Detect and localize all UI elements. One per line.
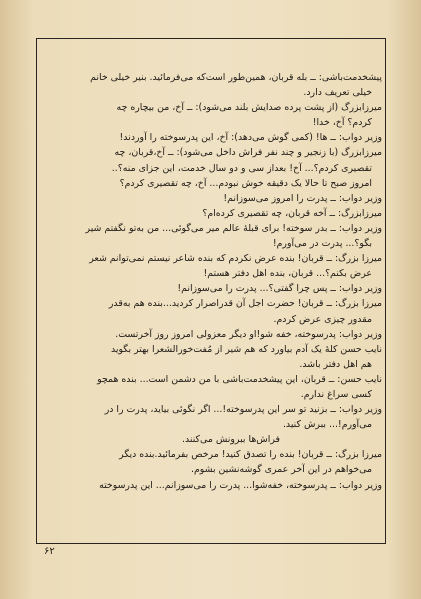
text-line: وزیر دواب: ــ پدرت را امروز می‌سوزانم! — [223, 192, 382, 204]
text-line: کردم؟ آخ، خدا! — [312, 117, 372, 129]
dialogue-text-block — [40, 70, 382, 493]
text-line: وزیر دواب: پدرسوخته، خفه شو!او دیگر معزولی امروز روز آخرتست. — [115, 328, 382, 340]
text-line: میرزابزرگ (با زنجیر و چند نفر فراش داخل می‌شود): ــ آخ،قربان، چه — [114, 147, 382, 159]
text-line: میرزا بزرگ: ــ قربان! بنده را تصدق کنید! مرخص بفرمائید.بنده دیگر — [119, 449, 382, 461]
text-line: کسی سراغ ندارم. — [300, 388, 372, 400]
text-line: وزیر دواب: ــ پس چرا گفتی؟... پدرت را می‌سوزانم! — [177, 283, 382, 295]
text-line: می‌خواهم در این آخر عمری گوشه‌نشین بشوم. — [190, 464, 372, 476]
text-line: بگو؟... پدرت در می‌آورم! — [272, 238, 372, 250]
page-number: ۶۲ — [44, 546, 55, 557]
text-line: وزیر دواب: ــ بزنید تو سر این پدرسوخته!... اگر نگوئی بیاید، پدرت را در — [104, 404, 382, 416]
text-line: نایب حسن: ــ قربان، این پیشخدمت‌باشی با من دشمن است... بنده همچو — [97, 373, 382, 385]
text-line: هم اهل دفتر باشد. — [299, 358, 372, 370]
text-line: پیشخدمت‌باشی: ــ بله قربان، همین‌طور است‌که می‌فرمائید. بنیر خیلی خانم — [90, 72, 382, 83]
text-line: می‌آورم!... ببرش کنید. — [282, 419, 372, 431]
text-line: وزیر دواب: ــ پدرسوخته، خفه‌شوا... پدرت را می‌سوزانم... این پدرسوخته — [99, 479, 382, 491]
text-line: نایب حسن کلهٔ یک آدم بیاورد که هم شیر از مُفت‌خورالشعرا بهتر بگوید — [110, 343, 382, 355]
text-line: خیلی تعریف دارد. — [303, 87, 372, 99]
text-line: تقصیری کردم؟... آخ! بعداز سی و دو سال خدمت، این جزای منه؟.. — [111, 162, 372, 174]
text-line: مقدور چیزی عرض کردم. — [273, 313, 372, 325]
text-line: وزیر دواب: ــ ها! (کمی گوش می‌دهد): آخ، این پدرسوخته را آوردند! — [119, 132, 382, 144]
text-line: میرزابزرگ (از پشت پرده صدایش بلند می‌شود): ــ آخ، من بیچاره چه — [116, 102, 382, 114]
stage-direction: فراش‌ها ببرونش می‌کنند. — [181, 434, 281, 446]
text-line: میرزا بزرگ: ــ قربان! حضرت اجل آن قدراصرار کردید...بنده هم به‌قدر — [108, 298, 382, 310]
text-line: عرض بکنم؟... قربان، بنده اهل دفتر هستم! — [203, 268, 372, 280]
text-line: میرزابزرگ: ــ آخه قربان، چه تقصیری کرده‌ام؟ — [202, 207, 382, 219]
text-line: امروز صبح تا حالا یک دقیقه خوش نبودم... آخ، چه تقصیری کردم؟ — [119, 177, 372, 189]
text-line: میرزا بزرگ: ــ قربان! بنده عرض نکردم که بنده شاعر نیستم نمی‌توانم شعر — [89, 253, 382, 265]
text-line: وزیر دواب: ــ بدر سوخته! برای قبلهٔ عالم میر می‌گوئی... من به‌تو نگفتم شیر — [85, 222, 382, 234]
